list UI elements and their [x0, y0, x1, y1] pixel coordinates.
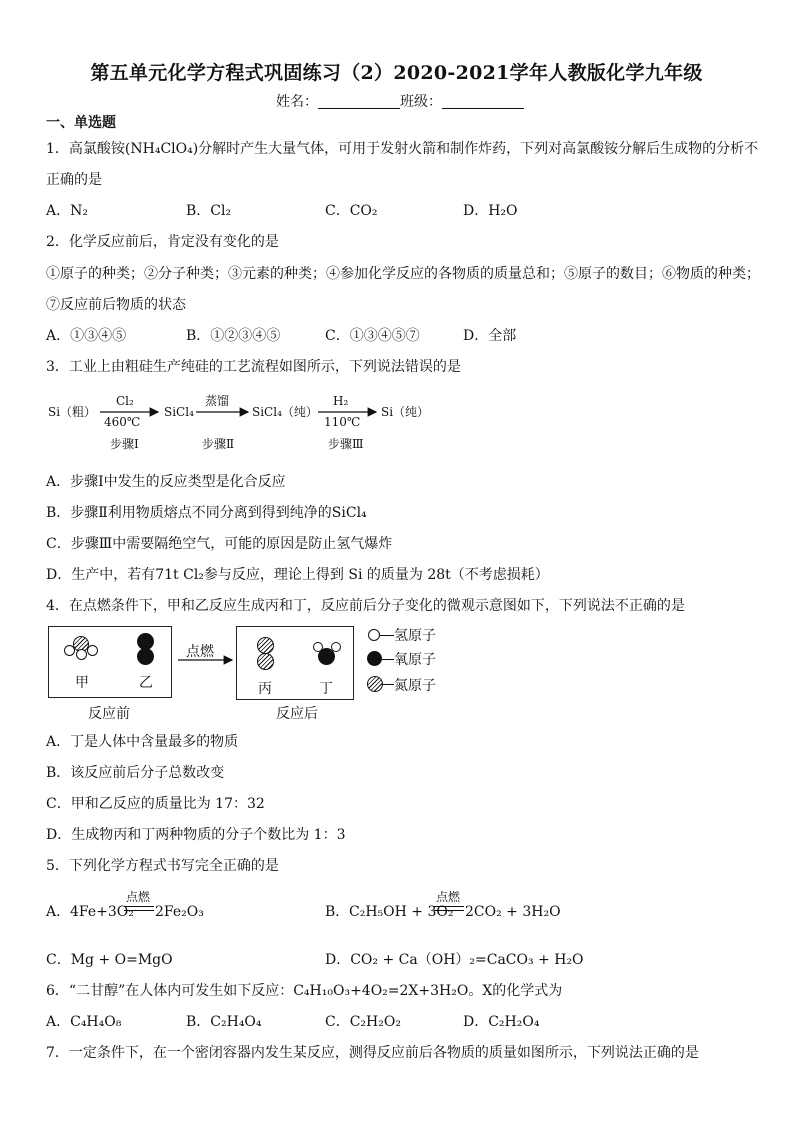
label-yi: 乙	[139, 675, 153, 691]
q2-option-a: A．①③④⑤	[46, 328, 127, 344]
flow-mid1: SiCl₄	[164, 405, 194, 419]
q5-b-reactants: C₂H₅OH + 3O₂	[349, 904, 454, 920]
flow-step2: 步骤Ⅱ	[202, 437, 235, 451]
q5-option-c: C．Mg + O=MgO	[46, 952, 173, 968]
legend-hydrogen-label: 氢原子	[394, 628, 436, 644]
label-ding: 丁	[319, 681, 333, 697]
flow-step3: 步骤Ⅲ	[328, 437, 364, 451]
section-heading: 一、单选题	[46, 115, 116, 131]
flow-end: Si（纯）	[381, 405, 430, 419]
reaction-condition: 点燃	[186, 644, 214, 660]
q5-a-reactants: 4Fe+3O₂	[70, 904, 134, 920]
name-label: 姓名：	[276, 94, 318, 110]
q3-option-b: B．步骤Ⅱ利用物质熔点不同分离到得到纯净的SiCl₄	[46, 505, 367, 521]
q5-a-condition: 点燃	[126, 890, 151, 904]
q6-option-c: C．C₂H₂O₂	[325, 1014, 401, 1030]
q1-option-b: B．Cl₂	[186, 203, 232, 219]
q4-option-c: C．甲和乙反应的质量比为 17：32	[46, 796, 265, 812]
q4-stem: 4．在点燃条件下，甲和乙反应生成丙和丁，反应前后分子变化的微观示意图如下，下列说法不正确的是	[46, 598, 685, 614]
label-after: 反应后	[276, 706, 318, 722]
q2-items-line1: ①原子的种类；②分子种类；③元素的种类；④参加化学反应的各物质的质量总和；⑤原子的数目；⑥物质的种类；	[46, 266, 760, 282]
bing-nitrogen-atom	[257, 653, 274, 670]
q5-stem: 5．下列化学方程式书写完全正确的是	[46, 858, 279, 874]
flow-step1: 步骤Ⅰ	[110, 437, 139, 451]
q1-option-c: C．CO₂	[325, 203, 378, 219]
class-label: 班级：	[400, 94, 442, 110]
q3-option-a: A．步骤Ⅰ中发生的反应类型是化合反应	[46, 474, 286, 490]
q1-stem-line1: 1．高氯酸铵(NH₄ClO₄)分解时产生大量气体，可用于发射火箭和制作炸药，下列对高氯酸铵分解后生成物的分析不	[46, 141, 759, 157]
q2-stem: 2．化学反应前后，肯定没有变化的是	[46, 234, 279, 250]
label-before: 反应前	[88, 706, 130, 722]
q5-b-products: 2CO₂ + 3H₂O	[465, 904, 561, 920]
legend-nitrogen-icon	[367, 676, 383, 692]
flow-start: Si（粗）	[48, 405, 97, 419]
flow-arrow1-reagent: Cl₂	[116, 394, 134, 408]
legend-oxygen-icon	[367, 651, 382, 666]
q7-stem: 7．一定条件下，在一个密闭容器内发生某反应，测得反应前后各物质的质量如图所示，下列说法正确的是	[46, 1045, 699, 1061]
flow-arrow3-reagent: H₂	[333, 394, 349, 408]
q3-option-d: D．生产中，若有71t Cl₂参与反应，理论上得到 Si 的质量为 28t（不考虑损耗）	[46, 567, 549, 583]
q1-option-d: D．H₂O	[463, 203, 518, 219]
flow-arrow2-method: 蒸馏	[205, 394, 230, 408]
q2-items-line2: ⑦反应前后物质的状态	[46, 297, 186, 313]
bing-nitrogen-atom	[257, 637, 274, 654]
q2-option-b: B．①②③④⑤	[186, 328, 281, 344]
q6-option-b: B．C₂H₄O₄	[186, 1014, 262, 1030]
flow-arrows	[0, 0, 793, 460]
page-title: 第五单元化学方程式巩固练习（2）2020-2021学年人教版化学九年级	[90, 62, 703, 84]
q5-b-condition: 点燃	[436, 890, 461, 904]
q2-option-c: C．①③④⑤⑦	[325, 328, 420, 344]
q1-stem-line2: 正确的是	[46, 172, 102, 188]
flow-arrow3-temp: 110℃	[324, 415, 361, 429]
q4-option-a: A．丁是人体中含量最多的物质	[46, 734, 239, 750]
q2-option-d: D．全部	[463, 328, 517, 344]
label-bing: 丙	[258, 681, 272, 697]
q5-a-products: 2Fe₂O₃	[155, 904, 204, 920]
q3-option-c: C．步骤Ⅲ中需要隔绝空气，可能的原因是防止氢气爆炸	[46, 536, 393, 552]
legend-nitrogen-label: 氮原子	[394, 678, 436, 694]
q3-stem: 3．工业上由粗硅生产纯硅的工艺流程如图所示，下列说法错误的是	[46, 359, 461, 375]
flow-mid2: SiCl₄（纯）	[252, 405, 318, 419]
q4-option-b: B．该反应前后分子总数改变	[46, 765, 225, 781]
q6-stem: 6．“二甘醇”在人体内可发生如下反应：C₄H₁₀O₃+4O₂=2X+3H₂O。X的化学式为	[46, 983, 563, 999]
q5-option-d: D．CO₂ + Ca（OH）₂=CaCO₃ + H₂O	[325, 952, 584, 968]
q6-option-a: A．C₄H₄O₈	[46, 1014, 122, 1030]
q4-option-d: D．生成物丙和丁两种物质的分子个数比为 1：3	[46, 827, 346, 843]
flow-arrow1-temp: 460℃	[104, 415, 141, 429]
q1-option-a: A．N₂	[46, 203, 88, 219]
after-box	[236, 626, 354, 700]
legend-oxygen-label: 氧原子	[394, 652, 436, 668]
label-jia: 甲	[75, 675, 89, 691]
ding-oxygen-atom	[318, 648, 335, 665]
q6-option-d: D．C₂H₂O₄	[463, 1014, 540, 1030]
legend-hydrogen-icon	[368, 629, 380, 641]
